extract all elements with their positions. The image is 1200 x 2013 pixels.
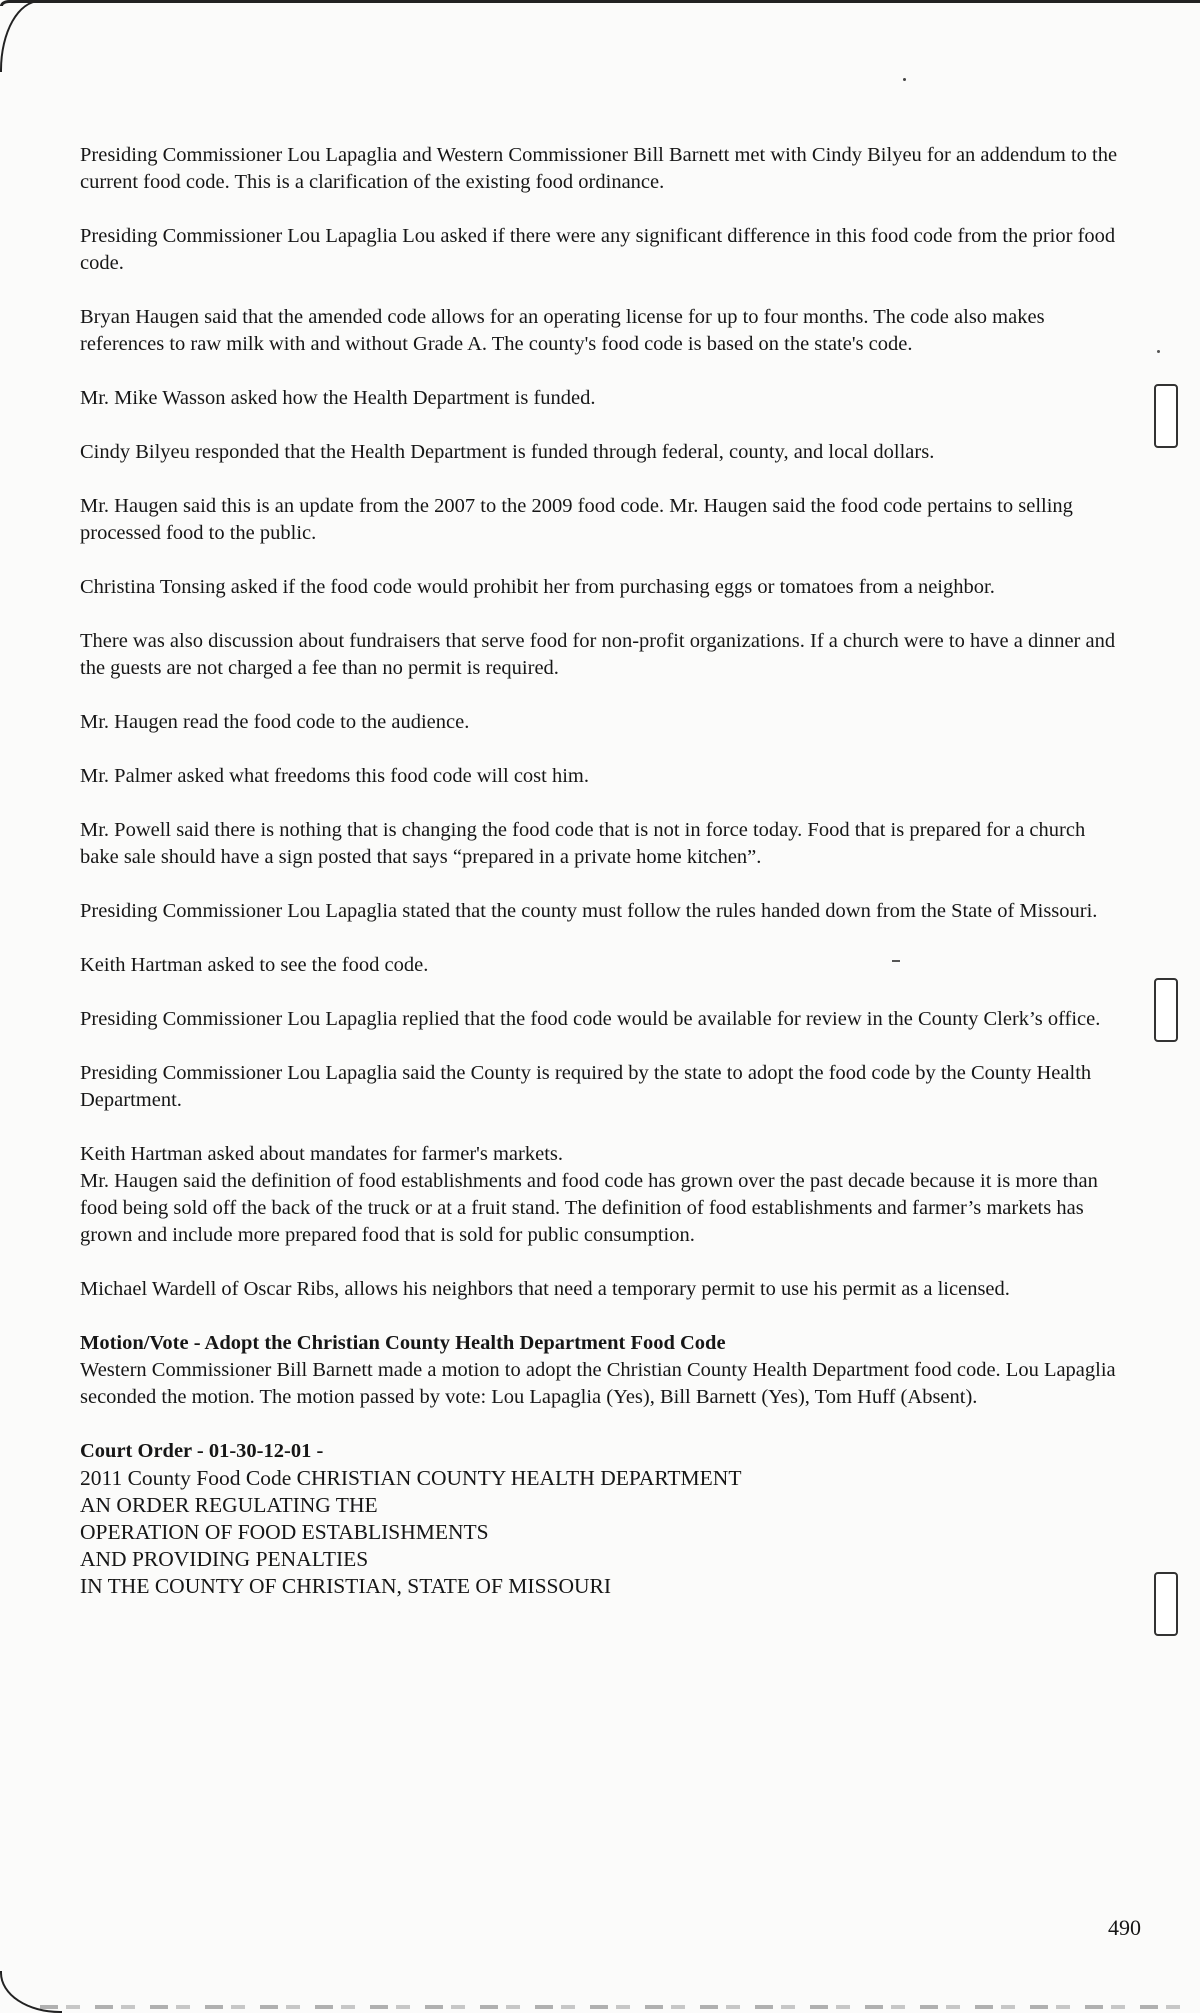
paragraph: Presiding Commissioner Lou Lapaglia stated that the county must follow the rules handed down from the State of Missouri. — [80, 900, 1098, 922]
court-order-heading: Court Order - 01-30-12-01 - — [80, 1440, 324, 1462]
court-order-line: OPERATION OF FOOD ESTABLISHMENTS — [80, 1520, 489, 1544]
motion-heading: Motion/Vote - Adopt the Christian County Health Department Food Code — [80, 1332, 726, 1354]
paragraph: Cindy Bilyeu responded that the Health Department is funded through federal, county, and local dollars. — [80, 441, 935, 463]
paragraph: Mr. Palmer asked what freedoms this food code will cost him. — [80, 765, 589, 787]
paragraph: Bryan Haugen said that the amended code allows for an operating license for up to four months. The code also makes references to raw milk with and without Grade A. The county's food code is based on the state's code. — [80, 306, 1045, 355]
paragraph: Keith Hartman asked about mandates for farmer's markets. — [80, 1143, 563, 1165]
court-order-line: AN ORDER REGULATING THE — [80, 1493, 378, 1517]
court-order-section — [80, 1438, 1125, 1600]
paragraph: Mr. Haugen said this is an update from the 2007 to the 2009 food code. Mr. Haugen said the food code pertains to selling processed food to the public. — [80, 495, 1073, 544]
binder-hole-mark — [1154, 1572, 1178, 1636]
paragraph: Mr. Haugen read the food code to the audience. — [80, 711, 470, 733]
court-order-line: AND PROVIDING PENALTIES — [80, 1547, 369, 1571]
page-number: 490 — [1108, 1915, 1141, 1940]
minutes-body — [80, 142, 1125, 1600]
paragraph: Christina Tonsing asked if the food code would prohibit her from purchasing eggs or tomatoes from a neighbor. — [80, 576, 995, 598]
court-order-line: IN THE COUNTY OF CHRISTIAN, STATE OF MISSOURI — [80, 1574, 612, 1598]
scan-left-curve — [0, 0, 42, 72]
paragraph: Presiding Commissioner Lou Lapaglia replied that the food code would be available for review in the County Clerk’s office. — [80, 1008, 1101, 1030]
scan-top-edge — [0, 0, 1200, 6]
binder-hole-mark — [1154, 384, 1178, 448]
paragraph: Mr. Haugen said the definition of food establishments and food code has grown over the past decade because it is more than food being sold off the back of the truck or at a fruit stand. The definition of food establishments and farmer’s markets has grown and include more prepared food that is sold for public consumption. — [80, 1170, 1098, 1246]
paragraph: Mr. Mike Wasson asked how the Health Department is funded. — [80, 387, 596, 409]
binder-hole-mark — [1154, 978, 1178, 1042]
paragraph: There was also discussion about fundraisers that serve food for non-profit organizations. If a church were to have a dinner and the guests are not charged a fee than no permit is required. — [80, 630, 1116, 679]
scan-bottom-noise — [40, 2005, 1190, 2009]
motion-section — [80, 1330, 1125, 1411]
scan-speck — [1157, 350, 1160, 353]
court-order-line: 2011 County Food Code CHRISTIAN COUNTY HEALTH DEPARTMENT — [80, 1466, 742, 1490]
motion-text: Western Commissioner Bill Barnett made a motion to adopt the Christian County Health Department food code. Lou Lapaglia seconded the motion. The motion passed by vote: Lou Lapaglia (Yes), Bill Barnett (Yes), Tom Huff (Absent). — [80, 1359, 1116, 1408]
paragraph: Presiding Commissioner Lou Lapaglia Lou asked if there were any significant difference in this food code from the prior food code. — [80, 225, 1116, 274]
paragraph: Mr. Powell said there is nothing that is changing the food code that is not in force today. Food that is prepared for a church bake sale should have a sign posted that says “prepared in a private home kitchen”. — [80, 819, 1086, 868]
paragraph: Keith Hartman asked to see the food code. — [80, 954, 429, 976]
scan-speck — [903, 78, 906, 81]
paragraph: Presiding Commissioner Lou Lapaglia said the County is required by the state to adopt the food code by the County Health Department. — [80, 1062, 1092, 1111]
paragraph: Michael Wardell of Oscar Ribs, allows his neighbors that need a temporary permit to use his permit as a licensed. — [80, 1278, 1010, 1300]
paragraph: Presiding Commissioner Lou Lapaglia and Western Commissioner Bill Barnett met with Cindy Bilyeu for an addendum to the current food code. This is a clarification of the existing food ordinance. — [80, 144, 1118, 193]
